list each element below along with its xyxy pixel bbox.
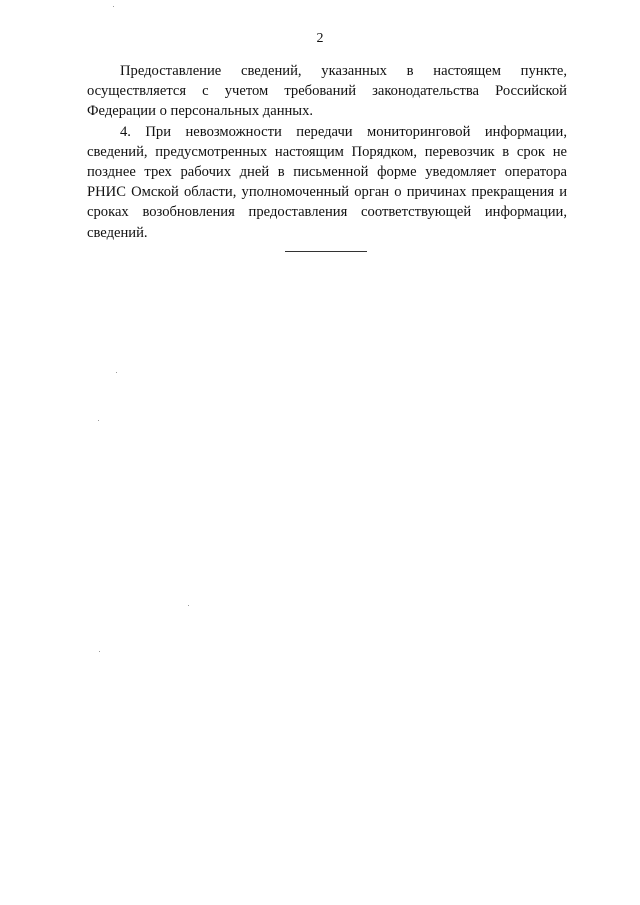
scan-speck — [188, 605, 189, 606]
scan-speck — [113, 6, 114, 7]
page-number: 2 — [316, 31, 324, 46]
end-of-text-rule — [285, 251, 367, 252]
paragraph-4: 4. При невозможности передачи мониторинговой информации, сведений, предусмотренных настоящим Порядком, перевозчик в срок не позднее трех рабочих дней в письменной форме уведомляет оператора РНИС Омской области, уполномоченный орган о причинах прекращения и сроках возобновления предоставления соответствующей информации, сведений. — [87, 123, 567, 241]
scan-speck — [98, 420, 99, 421]
scan-speck — [116, 372, 117, 373]
scan-speck — [99, 651, 100, 652]
paragraph-personal-data: Предоставление сведений, указанных в настоящем пункте, осуществляется с учетом требований законодательства Российской Федерации о персональных данных. — [87, 63, 567, 120]
document-body — [87, 61, 567, 243]
